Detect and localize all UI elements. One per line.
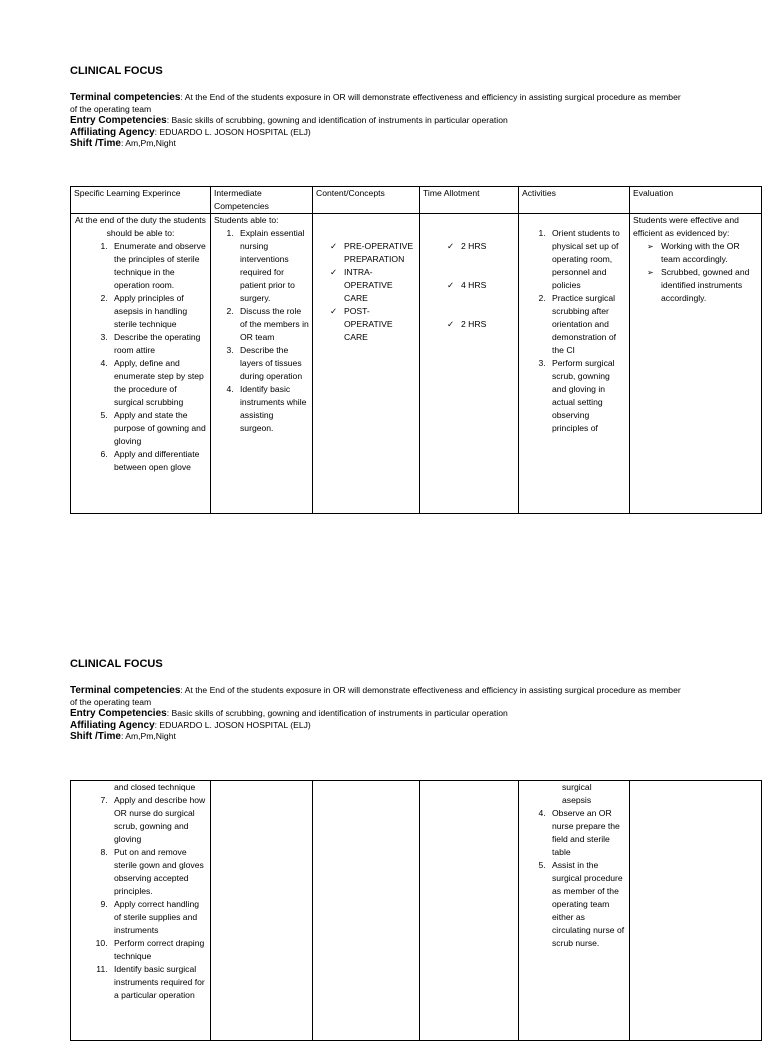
list-item: 3. Perform surgical scrub, gowning and gloving in actual setting observing principles of: [548, 357, 626, 435]
list-item: 4. Observe an OR nurse prepare the field and sterile table: [548, 807, 626, 859]
list-item: 10. Perform correct draping technique: [110, 937, 207, 963]
list-item: ✓ INTRA-OPERATIVE CARE: [330, 266, 416, 305]
list-item: 5. Apply and state the purpose of gowning and gloving: [110, 409, 207, 448]
list-item: 11. Identify basic surgical instruments required for a particular operation: [110, 963, 207, 1002]
column-header: Time Allotment: [420, 187, 519, 214]
shift-time: Shift /Time: Am,Pm,Night: [70, 731, 176, 743]
specific-list: [74, 794, 207, 1002]
evaluation-cell: [630, 214, 762, 514]
affiliating-agency: Affiliating Agency: EDUARDO L. JOSON HOSPITAL (ELJ): [70, 719, 311, 731]
list-item: 4. Apply, define and enumerate step by step the procedure of surgical scrubbing: [110, 357, 207, 409]
list-item: 6. Apply and differentiate between open glove: [110, 448, 207, 474]
cell-intro: Students were effective and efficient as evidenced by:: [633, 215, 739, 238]
column-header: Specific Learning Experince: [71, 187, 211, 214]
affiliating-agency: Affiliating Agency: EDUARDO L. JOSON HOSPITAL (ELJ): [70, 126, 311, 138]
list-item: 7. Apply and describe how OR nurse do surgical scrub, gowning and gloving: [110, 794, 207, 846]
list-item: 1. Orient students to physical set up of operating room, personnel and policies: [548, 227, 626, 292]
shift-time: Shift /Time: Am,Pm,Night: [70, 138, 176, 150]
list-item: ➢ Scrubbed, gowned and identified instruments accordingly.: [647, 266, 758, 305]
terminal-competencies: Terminal competencies: At the End of the students exposure in OR will demonstrate effectiveness and efficiency in assisting surgical procedure as member of the operating team: [70, 92, 681, 114]
specific-learning-cell: [71, 781, 211, 1041]
list-item: ✓ 2 HRS: [447, 240, 515, 253]
intermediate-list: [214, 227, 309, 435]
list-item: 2. Discuss the role of the members in OR team: [236, 305, 309, 344]
page-title: CLINICAL FOCUS: [70, 65, 163, 77]
entry-competencies: Entry Competencies: Basic skills of scrubbing, gowning and identification of instruments in particular operation: [70, 708, 508, 720]
list-item: 8. Put on and remove sterile gown and gloves observing accepted principles.: [110, 846, 207, 898]
column-header: Evaluation: [630, 187, 762, 214]
evaluation-cell: [630, 781, 762, 1041]
activities-list: [522, 807, 626, 950]
table-row: [71, 781, 762, 1041]
time-list: [423, 240, 515, 331]
intermediate-cell: [211, 781, 313, 1041]
competency-info: [70, 92, 690, 150]
competency-info: [70, 685, 690, 743]
list-item: 9. Apply correct handling of sterile supplies and instruments: [110, 898, 207, 937]
learning-plan-table: [70, 186, 762, 514]
activities-cell: [519, 781, 630, 1041]
entry-competencies: Entry Competencies: Basic skills of scrubbing, gowning and identification of instruments in particular operation: [70, 115, 508, 127]
column-header: Activities: [519, 187, 630, 214]
column-header: Intermediate Competencies: [211, 187, 313, 214]
list-item: ✓ 2 HRS: [447, 318, 515, 331]
list-item: 5. Assist in the surgical procedure as member of the operating team either as circulating nurse of scrub nurse.: [548, 859, 626, 950]
list-item: 3. Describe the layers of tissues during operation: [236, 344, 309, 383]
list-item: 2. Practice surgical scrubbing after orientation and demonstration of the CI: [548, 292, 626, 357]
content-cell: [313, 214, 420, 514]
list-item: ✓ 4 HRS: [447, 279, 515, 292]
continued-text: and closed technique: [114, 782, 196, 792]
cell-intro: At the end of the duty the students should be able to:: [75, 215, 206, 238]
list-item: 4. Identify basic instruments while assisting surgeon.: [236, 383, 309, 435]
cell-intro: Students able to:: [214, 215, 279, 225]
content-list: [316, 240, 416, 344]
time-cell: [420, 781, 519, 1041]
time-cell: [420, 214, 519, 514]
content-cell: [313, 781, 420, 1041]
terminal-competencies: Terminal competencies: At the End of the students exposure in OR will demonstrate effectiveness and efficiency in assisting surgical procedure as member of the operating team: [70, 685, 681, 707]
intermediate-cell: [211, 214, 313, 514]
specific-list: [74, 240, 207, 474]
table-header-row: [71, 187, 762, 214]
list-item: ✓ POST-OPERATIVE CARE: [330, 305, 416, 344]
learning-plan-table-continued: [70, 780, 762, 1041]
list-item: 3. Describe the operating room attire: [110, 331, 207, 357]
table-row: [71, 214, 762, 514]
page-title: CLINICAL FOCUS: [70, 658, 163, 670]
list-item: 1. Enumerate and observe the principles of sterile technique in the operation room.: [110, 240, 207, 292]
evaluation-list: [633, 240, 758, 305]
list-item: 1. Explain essential nursing interventions required for patient prior to surgery.: [236, 227, 309, 305]
list-item: 2. Apply principles of asepsis in handling sterile technique: [110, 292, 207, 331]
continued-text: surgical asepsis: [562, 782, 592, 805]
list-item: ✓ PRE-OPERATIVE PREPARATION: [330, 240, 416, 266]
activities-cell: [519, 214, 630, 514]
column-header: Content/Concepts: [313, 187, 420, 214]
activities-list: [522, 227, 626, 435]
list-item: ➢ Working with the OR team accordingly.: [647, 240, 758, 266]
specific-learning-cell: [71, 214, 211, 514]
